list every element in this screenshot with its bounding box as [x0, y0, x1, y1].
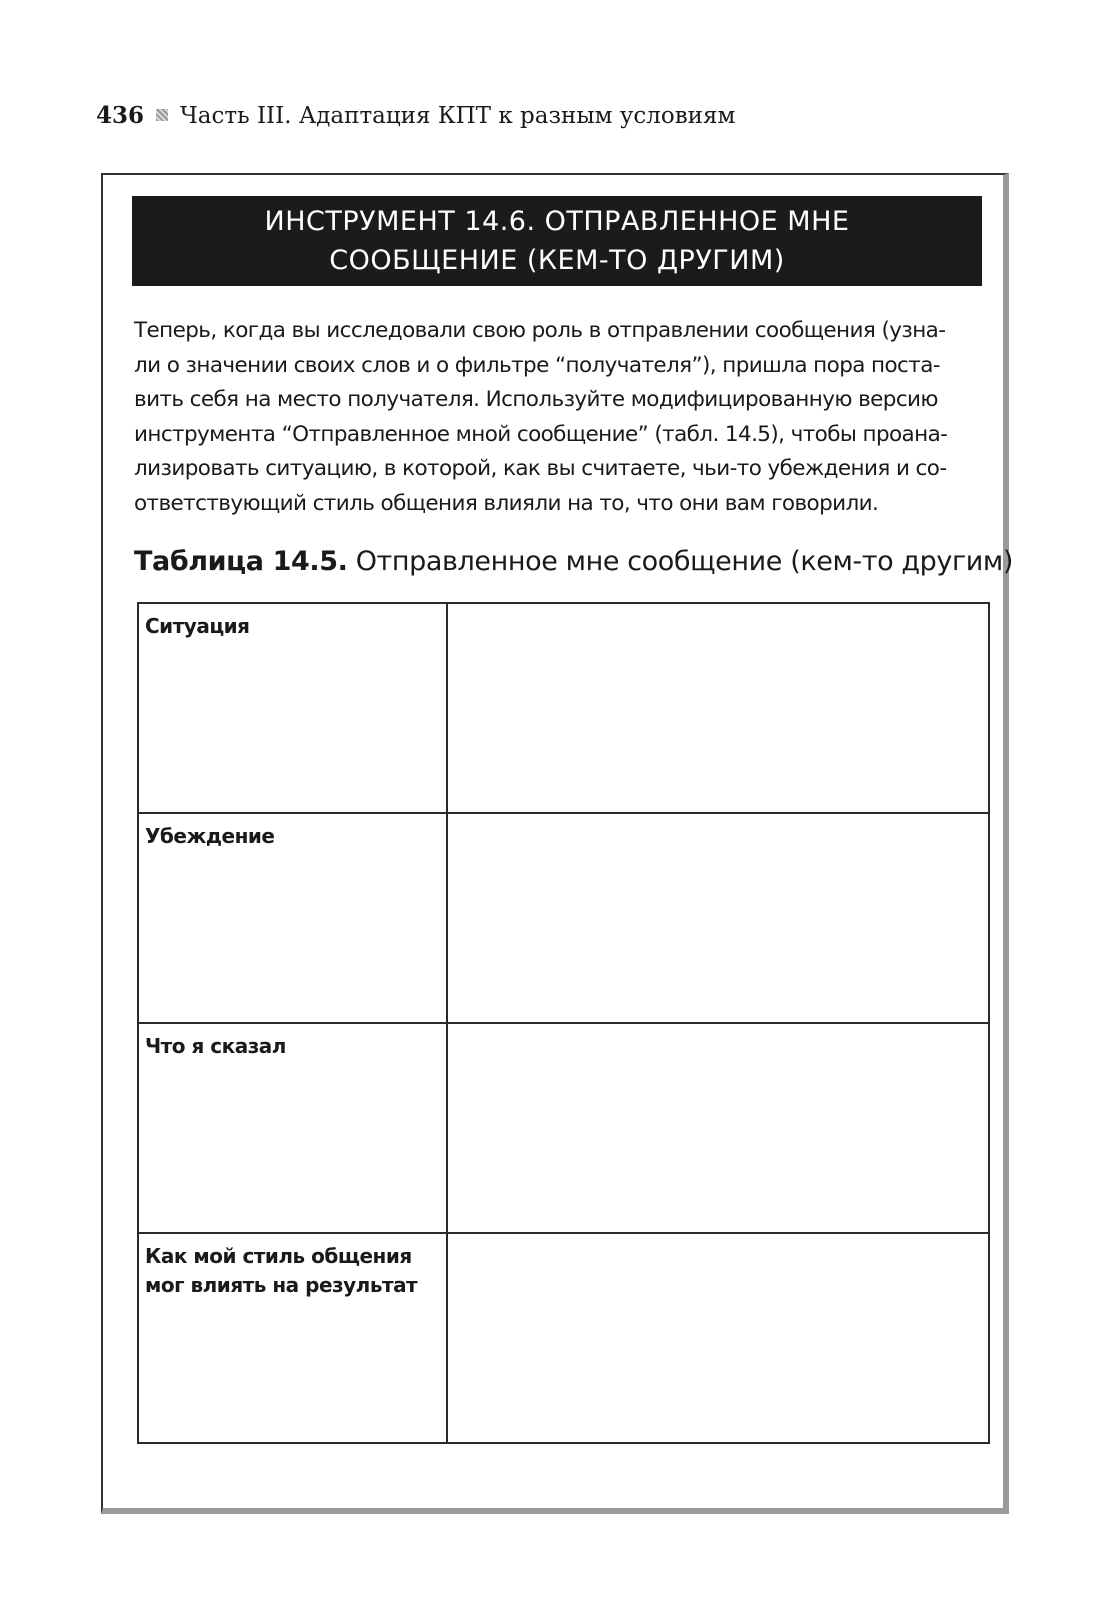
section-title: Часть III. Адаптация КПТ к разным условиям — [180, 103, 736, 129]
tool-title-line-2: СООБЩЕНИЕ (КЕМ-ТО ДРУГИМ) — [329, 245, 785, 276]
row-label-text: Как мой стиль общения — [145, 1244, 412, 1268]
instructions-line: ответствующий стиль общения влияли на то, что они вам говорили. — [134, 490, 879, 516]
page-number: 436 — [96, 102, 145, 129]
tool-instructions — [134, 314, 984, 521]
table-row — [138, 813, 989, 1023]
instructions-line: Теперь, когда вы исследовали свою роль в отправлении сообщения (узна- — [134, 318, 946, 343]
table-caption-label: Таблица 14.5. — [134, 546, 348, 577]
row-label-text: Убеждение — [145, 824, 275, 848]
row-label-what-i-said — [138, 1023, 447, 1233]
row-label-text: Что я сказал — [145, 1034, 286, 1058]
table-caption-text: Отправленное мне сообщение (кем-то другим) — [355, 546, 1014, 577]
row-label-text: мог влиять на результат — [145, 1273, 418, 1297]
entry-cell-communication-style[interactable] — [447, 1233, 989, 1443]
separator-square-icon — [156, 109, 168, 121]
instructions-line: ли о значении своих слов и о фильтре “получателя”), пришла пора поста- — [134, 352, 940, 378]
row-label-text: Ситуация — [145, 614, 250, 638]
entry-cell-situation[interactable] — [447, 603, 989, 813]
tool-title-line-1: ИНСТРУМЕНТ 14.6. ОТПРАВЛЕННОЕ МНЕ — [264, 206, 850, 237]
row-label-situation — [138, 603, 447, 813]
worksheet-table — [137, 602, 990, 1444]
tool-title-banner — [132, 196, 982, 286]
running-head — [96, 101, 735, 131]
instructions-line: инструмента “Отправленное мной сообщение” (табл. 14.5), чтобы проана- — [134, 421, 948, 447]
table-row — [138, 1023, 989, 1233]
table-caption — [134, 544, 1013, 580]
row-label-belief — [138, 813, 447, 1023]
table-row — [138, 603, 989, 813]
instructions-line: лизировать ситуацию, в которой, как вы считаете, чьи-то убеждения и со- — [134, 456, 947, 481]
row-label-communication-style — [138, 1233, 447, 1443]
entry-cell-what-i-said[interactable] — [447, 1023, 989, 1233]
instructions-line: вить себя на место получателя. Используйте модифицированную версию — [134, 387, 938, 412]
table-row — [138, 1233, 989, 1443]
entry-cell-belief[interactable] — [447, 813, 989, 1023]
